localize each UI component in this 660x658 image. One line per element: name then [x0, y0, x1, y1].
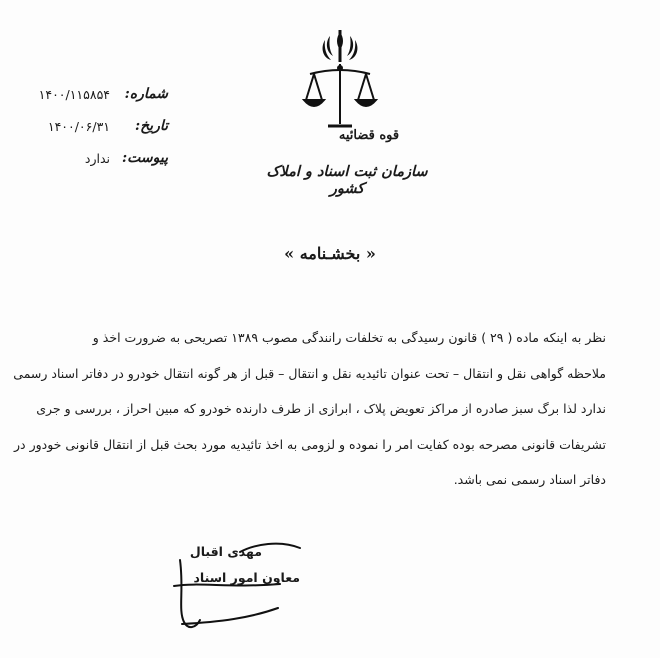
- number-label: شماره:: [124, 86, 168, 102]
- org-judiciary-label: قوه قضائیه: [338, 128, 400, 143]
- date-label: تاریخ:: [134, 118, 168, 134]
- attachment-label: پیوست:: [122, 150, 168, 166]
- body-line: ملاحظه گواهی نقل و انتقال – تحت عنوان تائیدیه نقل و انتقال – قبل از هر گونه انتقال خودرو در دفاتر اسناد رسمی: [13, 365, 606, 381]
- meta-block: [8, 86, 168, 182]
- signature-block: [160, 530, 310, 640]
- signatory-name: مهدی اقبال: [189, 544, 262, 559]
- signatory-title: معاون امور اسناد: [193, 570, 300, 585]
- meta-row-attachment: [8, 150, 168, 182]
- body-line: ندارد لذا برگ سبز صادره از مراکز تعویض پلاک ، ابرازی از طرف دارنده خودرو که مبین احراز ، بررسی و جری: [36, 401, 606, 416]
- body-line: نظر به اینکه ماده ( ۲۹ ) قانون رسیدگی به تخلفات رانندگی مصوب ۱۳۸۹ تصریحی به ضرورت اخذ و: [92, 330, 606, 345]
- body-line: دفاتر اسناد رسمی نمی باشد.: [453, 472, 606, 487]
- document-body: [13, 320, 606, 498]
- document-title: « بخشـنامه »: [284, 244, 376, 263]
- org-name-label: سازمان ثبت اسناد و املاک کشور: [266, 163, 428, 197]
- attachment-value: ندارد: [84, 151, 110, 166]
- meta-row-date: [8, 118, 168, 150]
- date-value: ۱۴۰۰/۰۶/۳۱: [47, 119, 110, 134]
- number-value: ۱۴۰۰/۱۱۵۸۵۴: [38, 87, 110, 102]
- body-line: تشریفات قانونی مصرحه بوده کفایت امر را نموده و لزومی به اخذ تائیدیه مورد بحث قبل از انتقال قانونی خودور در: [14, 436, 606, 452]
- iran-emblem-scales-icon: [300, 28, 380, 140]
- meta-row-number: [8, 86, 168, 118]
